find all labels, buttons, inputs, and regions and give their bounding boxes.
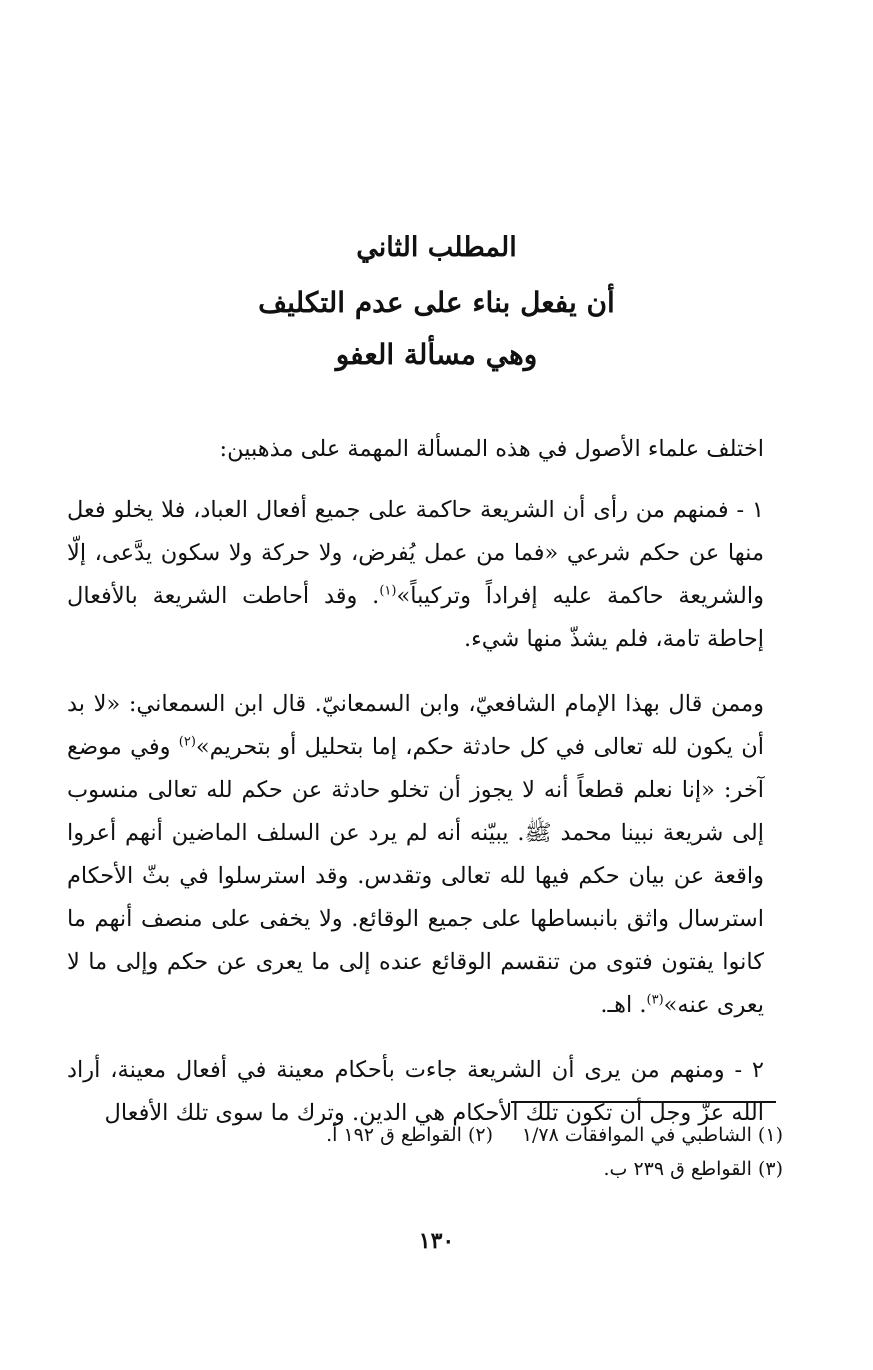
paragraph-1-text-b: . وقد أحاطت الشريعة بالأفعال إحاطة تامة، فلم يشذّ منها شيء. xyxy=(67,583,764,652)
paragraph-1-text-a: فمنهم من رأى أن الشريعة حاكمة على جميع أفعال العباد، فلا يخلو فعل منها عن حكم شرعي «فما من عمل يُفرض، ولا حركة ولا سكون يدَّعى، إلّا والشريعة حاكمة عليه إفراداً وتركيباً» xyxy=(67,497,764,609)
paragraph-1 xyxy=(67,489,764,661)
section-title: أن يفعل بناء على عدم التكليف xyxy=(258,286,615,319)
footnotes xyxy=(160,1118,783,1186)
section-subtitle: المطلب الثاني xyxy=(356,232,517,263)
footnote-divider xyxy=(511,1101,776,1103)
footnote-ref-2[interactable]: (٢) xyxy=(178,734,196,750)
footnote-3: (٣) القواطع ق ٢٣٩ ب. xyxy=(603,1158,783,1180)
footnote-row xyxy=(160,1152,783,1186)
section-title-secondary: وهي مسألة العفو xyxy=(335,338,538,371)
intro-paragraph xyxy=(67,428,764,471)
paragraph-2-text-b: وفي موضع آخر: «إنا نعلم قطعاً أنه لا يجوز أن تخلو حادثة عن حكم لله تعالى منسوب إلى شريعة نبينا محمد ﷺ. يبيّنه أنه لم يرد عن السلف الماضين أنهم أعروا واقعة عن بيان حكم فيها لله تعالى وتقدس. وقد استرسلوا في بثّ الأحكام استرسال واثق بانبساطها على جميع الوقائع. ولا يخفى على منصف أنهم ما كانوا يفتون فتوى من تنقسم الوقائع عنده إلى ما يعرى عن حكم وإلى ما لا يعرى عنه» xyxy=(67,734,764,1018)
paragraph-2-text-a: وممن قال بهذا الإمام الشافعيّ، وابن السمعانيّ. قال ابن السمعاني: «لا بد أن يكون لله تعالى في كل حادثة حكم، إما بتحليل أو بتحريم» xyxy=(67,691,764,760)
paragraph-3-text: ومنهم من يرى أن الشريعة جاءت بأحكام معينة في أفعال معينة، أراد الله عزّ وجل أن تكون تلك الأحكام هي الدين. وترك ما سوى تلك الأفعال xyxy=(67,1057,764,1126)
footnote-ref-1[interactable]: (١) xyxy=(379,583,397,599)
paragraph-2-text-c: . اهـ. xyxy=(600,992,647,1018)
page-number: ١٣٠ xyxy=(418,1228,455,1254)
intro-text: اختلف علماء الأصول في هذه المسألة المهمة على مذهبين: xyxy=(219,436,764,462)
footnote-1: (١) الشاطبي في الموافقات ١/٧٨ xyxy=(521,1124,783,1146)
footnote-ref-3[interactable]: (٣) xyxy=(646,992,664,1008)
paragraph-number: ١ - xyxy=(736,497,764,523)
main-text xyxy=(67,428,764,1157)
paragraph-2 xyxy=(67,683,764,1027)
footnote-row xyxy=(160,1118,783,1152)
paragraph-number: ٢ - xyxy=(734,1057,764,1083)
footnote-2: (٢) القواطع ق ١٩٢ أ. xyxy=(326,1124,493,1146)
